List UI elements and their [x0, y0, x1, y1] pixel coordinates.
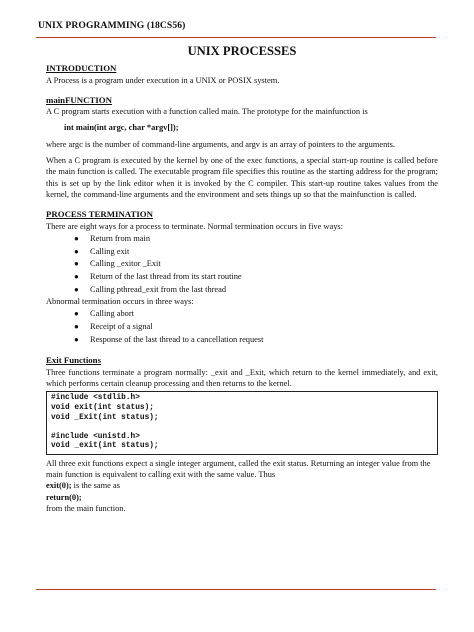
- document-title: UNIX PROCESSES: [187, 44, 297, 58]
- bullet-icon: ●: [74, 271, 79, 281]
- list-item: ● Response of the last thread to a cancellation request: [74, 334, 438, 347]
- list-item: ● Calling abort: [74, 308, 438, 321]
- bullet-icon: ●: [74, 259, 79, 269]
- document-body: [46, 44, 438, 514]
- bullet-icon: ●: [74, 322, 79, 332]
- abnormal-termination-list: [46, 308, 438, 346]
- code-line: void _Exit(int status);: [51, 413, 159, 422]
- exit-status-text: All three exit functions expect a single integer argument, called the exit status. Returning an integer value from the: [46, 458, 431, 468]
- code-line: #include <unistd.h>: [51, 432, 140, 441]
- normal-termination-list: [46, 233, 438, 296]
- introduction-heading: INTRODUCTION: [46, 63, 117, 73]
- list-item: ● Calling pthread_exit from the last thread: [74, 284, 438, 297]
- list-item: ● Return from main: [74, 233, 438, 246]
- page-header-title: UNIX PROGRAMMING (18CS56): [38, 20, 186, 31]
- termination-intro: There are eight ways for a process to terminate. Normal termination occurs in five ways:: [46, 221, 343, 231]
- exit-zero-suffix: is the same as: [71, 481, 120, 491]
- equivalence-text: main function is equivalent to calling exit with the same value. Thus: [46, 470, 276, 480]
- footer-divider: [36, 589, 436, 590]
- introduction-text: A Process is a program under execution in a UNIX or POSIX system.: [46, 75, 280, 85]
- code-line: void _exit(int status);: [51, 442, 159, 451]
- exit-functions-heading: Exit Functions: [46, 355, 101, 366]
- header-divider: [36, 37, 436, 38]
- exit-functions-text: Three functions terminate a program normally: _exit and _Exit, which return to the kernel immediately, and exit, which performs certain cleanup processing and then returns to the kernel.: [46, 367, 438, 389]
- main-function-heading: mainFUNCTION: [46, 94, 112, 105]
- exit-zero-line: [46, 480, 438, 491]
- code-line: void exit(int status);: [51, 403, 154, 412]
- process-termination-heading: PROCESS TERMINATION: [46, 209, 153, 220]
- code-line: #include <stdlib.h>: [51, 394, 140, 403]
- list-item: ● Return of the last thread from its start routine: [74, 271, 438, 284]
- list-item: ● Receipt of a signal: [74, 321, 438, 334]
- return-zero-code: return(0);: [46, 492, 82, 502]
- bullet-icon: ●: [74, 234, 79, 244]
- bullet-icon: ●: [74, 309, 79, 319]
- main-function-text: A C program starts execution with a function called main. The prototype for the mainfunction is: [46, 107, 368, 117]
- exit-zero-code: exit(0);: [46, 481, 72, 491]
- abnormal-termination-intro: Abnormal termination occurs in three ways:: [46, 297, 194, 307]
- bullet-icon: ●: [74, 284, 79, 294]
- bullet-icon: ●: [74, 246, 79, 256]
- list-item: ● Calling exit: [74, 246, 438, 259]
- bullet-icon: ●: [74, 334, 79, 344]
- main-prototype: int main(int argc, char *argv[]);: [64, 122, 179, 132]
- exec-description: When a C program is executed by the kernel by one of the exec functions, a special start-up routine is called before the main function is called. The executable program file specifies this routine as the starting address for the program; this is set up by the link editor when it is invoked by the C compiler. This start-up routine takes values from the kernel, the command-line arguments and the environment and sets things up so that the mainfunction is called.: [46, 156, 438, 200]
- code-line: [51, 423, 433, 433]
- argc-description: where argc is the number of command-line arguments, and argv is an array of pointers to the arguments.: [46, 139, 395, 149]
- code-block: [46, 391, 438, 455]
- from-main-text: from the main function.: [46, 504, 126, 514]
- list-item: ● Calling _exitor _Exit: [74, 258, 438, 271]
